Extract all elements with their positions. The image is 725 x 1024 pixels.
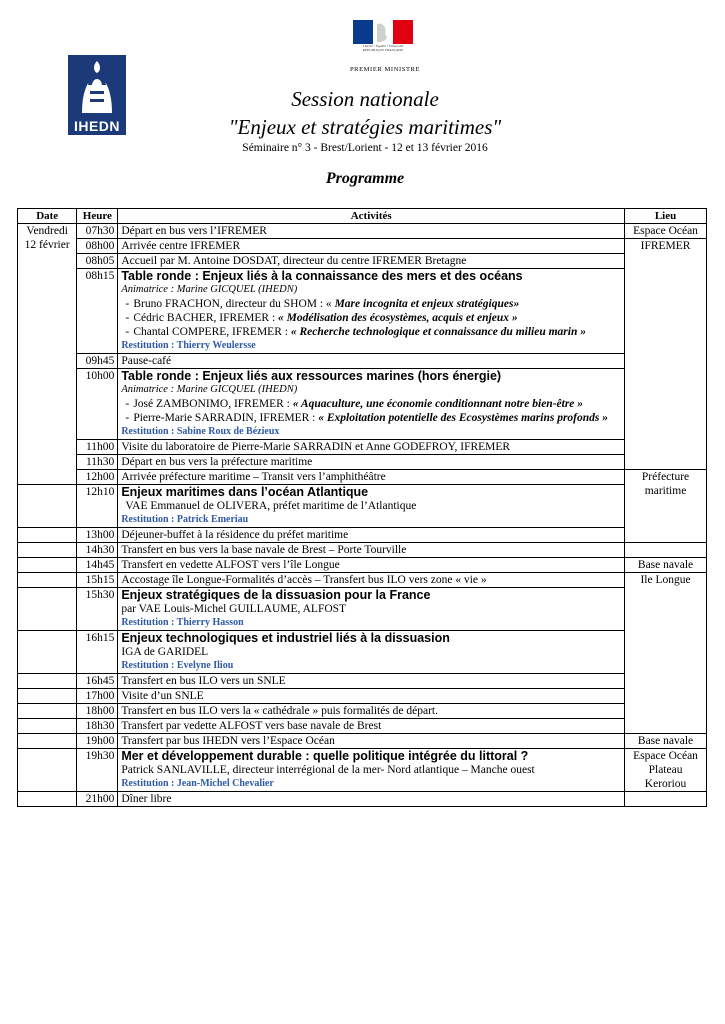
time-cell: 10h00 bbox=[77, 369, 118, 440]
activity-cell: Dîner libre bbox=[118, 792, 625, 807]
talk-title: « Recherche technologique et connaissance du milieu marin » bbox=[290, 326, 586, 338]
table-row bbox=[18, 369, 707, 440]
restitution: Restitution : Thierry Weulersse bbox=[121, 340, 256, 351]
date-cell-empty bbox=[18, 749, 77, 792]
place-cell-empty bbox=[625, 792, 707, 807]
table-row bbox=[18, 254, 707, 269]
activity-cell: Transfert par vedette ALFOST vers base navale de Brest bbox=[118, 719, 625, 734]
speaker-item bbox=[121, 325, 621, 339]
time-cell: 12h10 bbox=[77, 485, 118, 528]
marianne-caption bbox=[352, 44, 414, 52]
talk-title: « Exploitation potentielle des Ecosystèmes marins profonds » bbox=[318, 412, 609, 424]
talk-title: Mare incognita et enjeux stratégiques» bbox=[334, 298, 520, 310]
time-cell: 12h00 bbox=[77, 470, 118, 485]
speaker-name: Bruno FRACHON, directeur du SHOM : « bbox=[133, 298, 335, 310]
time-cell: 14h45 bbox=[77, 558, 118, 573]
date-cell-empty bbox=[18, 719, 77, 734]
programme-heading: Programme bbox=[325, 170, 405, 187]
time-cell: 16h15 bbox=[77, 631, 118, 674]
table-row bbox=[18, 558, 707, 573]
animatrice: Animatrice : Marine GICQUEL (IHEDN) bbox=[121, 384, 298, 395]
time-cell: 15h15 bbox=[77, 573, 118, 588]
speaker-item bbox=[121, 397, 621, 411]
activity-cell: Accueil par M. Antoine DOSDAT, directeur du centre IFREMER Bretagne bbox=[118, 254, 625, 269]
activity-cell: Pause-café bbox=[118, 354, 625, 369]
activity-cell: Transfert en bus vers la base navale de Brest – Porte Tourville bbox=[118, 543, 625, 558]
table-row bbox=[18, 734, 707, 749]
date-cell-empty bbox=[18, 528, 77, 543]
date-cell-empty bbox=[18, 674, 77, 689]
table-row bbox=[18, 440, 707, 455]
session-title: Table ronde : Enjeux liés aux ressources marines (hors énergie) bbox=[121, 369, 502, 383]
date-cell-empty bbox=[18, 689, 77, 704]
date-cell-empty bbox=[18, 588, 77, 631]
table-row bbox=[18, 719, 707, 734]
date-cell-empty bbox=[18, 734, 77, 749]
helmet-emblem-icon bbox=[68, 55, 126, 117]
activity-cell: Transfert par bus IHEDN vers l’Espace Océan bbox=[118, 734, 625, 749]
session-title: Enjeux technologiques et industriel liés à la dissuasion bbox=[121, 631, 450, 645]
date-cell-empty bbox=[18, 558, 77, 573]
bullet-dash-icon: - bbox=[125, 298, 130, 310]
table-row bbox=[18, 269, 707, 354]
table-row bbox=[18, 485, 707, 528]
table-row bbox=[18, 354, 707, 369]
time-cell: 09h45 bbox=[77, 354, 118, 369]
table-row bbox=[18, 704, 707, 719]
time-cell: 19h00 bbox=[77, 734, 118, 749]
place-cell bbox=[625, 470, 707, 543]
speaker-name: José ZAMBONIMO, IFREMER : bbox=[133, 398, 293, 410]
date-cell-empty bbox=[18, 704, 77, 719]
speaker-item bbox=[121, 411, 621, 425]
date-day: Vendredi bbox=[26, 225, 68, 237]
date-cell-empty bbox=[18, 573, 77, 588]
header-date: Date bbox=[18, 209, 77, 224]
table-row bbox=[18, 470, 707, 485]
time-cell: 16h45 bbox=[77, 674, 118, 689]
table-row bbox=[18, 689, 707, 704]
place-espace-ocean: Espace Océan bbox=[633, 750, 698, 762]
date-cell-empty bbox=[18, 543, 77, 558]
activity-cell: Déjeuner-buffet à la résidence du préfet maritime bbox=[118, 528, 625, 543]
talk-title: « Modélisation des écosystèmes, acquis et enjeux » bbox=[278, 312, 518, 324]
time-cell: 14h30 bbox=[77, 543, 118, 558]
table-row bbox=[18, 792, 707, 807]
ihedn-logo-text: IHEDN bbox=[68, 117, 126, 135]
header-activities: Activités bbox=[118, 209, 625, 224]
activity-cell bbox=[118, 269, 625, 354]
time-cell: 13h00 bbox=[77, 528, 118, 543]
activity-cell bbox=[118, 369, 625, 440]
session-title: Enjeux maritimes dans l’océan Atlantique bbox=[121, 485, 369, 499]
activity-cell: Départ en bus vers l’IFREMER bbox=[118, 224, 625, 239]
activity-cell: Transfert en bus ILO vers un SNLE bbox=[118, 674, 625, 689]
activity-cell: Transfert en vedette ALFOST vers l’île Longue bbox=[118, 558, 625, 573]
activity-cell: Départ en bus vers la préfecture maritime bbox=[118, 455, 625, 470]
speaker-item bbox=[121, 297, 621, 311]
activity-cell bbox=[118, 749, 625, 792]
speaker-name: Chantal COMPERE, IFREMER : bbox=[133, 326, 291, 338]
place-cell: Ile Longue bbox=[625, 573, 707, 734]
table-row bbox=[18, 674, 707, 689]
date-cell-empty bbox=[18, 792, 77, 807]
session-title: Table ronde : Enjeux liés à la connaissance des mers et des océans bbox=[121, 269, 523, 283]
place-cell: Base navale bbox=[625, 734, 707, 749]
place-plateau: Plateau bbox=[648, 764, 683, 776]
time-cell: 08h15 bbox=[77, 269, 118, 354]
time-cell: 08h00 bbox=[77, 239, 118, 254]
table-header-row bbox=[18, 209, 707, 224]
speaker-line: Patrick SANLAVILLE, directeur interrégional de la mer- Nord atlantique – Manche ouest bbox=[121, 764, 535, 776]
ihedn-logo bbox=[68, 55, 126, 135]
table-row bbox=[18, 543, 707, 558]
place-cell: IFREMER bbox=[625, 239, 707, 470]
date-cell-empty bbox=[18, 631, 77, 674]
restitution: Restitution : Thierry Hasson bbox=[121, 617, 244, 628]
activity-cell: Visite d’un SNLE bbox=[118, 689, 625, 704]
time-cell: 18h00 bbox=[77, 704, 118, 719]
date-cell bbox=[18, 224, 77, 485]
restitution: Restitution : Patrick Emeriau bbox=[121, 514, 249, 525]
activity-cell: Arrivée centre IFREMER bbox=[118, 239, 625, 254]
table-row bbox=[18, 749, 707, 792]
time-cell: 18h30 bbox=[77, 719, 118, 734]
table-row bbox=[18, 631, 707, 674]
talk-title: « Aquaculture, une économie conditionnant notre bien-être » bbox=[292, 398, 584, 410]
activity-cell: Arrivée préfecture maritime – Transit vers l’amphithéâtre bbox=[118, 470, 625, 485]
marianne-motto: Liberté • Égalité • Fraternité bbox=[362, 44, 404, 48]
title-line-2: "Enjeux et stratégies maritimes" bbox=[228, 115, 502, 139]
marianne-flag-icon bbox=[353, 20, 413, 60]
table-row bbox=[18, 588, 707, 631]
date-cell-empty bbox=[18, 485, 77, 528]
activity-cell bbox=[118, 631, 625, 674]
activity-cell: Visite du laboratoire de Pierre-Marie SARRADIN et Anne GODEFROY, IFREMER bbox=[118, 440, 625, 455]
activity-cell bbox=[118, 485, 625, 528]
time-cell: 21h00 bbox=[77, 792, 118, 807]
programme-table bbox=[17, 208, 707, 807]
time-cell: 11h00 bbox=[77, 440, 118, 455]
time-cell: 17h00 bbox=[77, 689, 118, 704]
table-row bbox=[18, 239, 707, 254]
activity-cell: Accostage île Longue-Formalités d’accès – Transfert bus ILO vers zone « vie » bbox=[118, 573, 625, 588]
marianne-country: RÉPUBLIQUE FRANÇAISE bbox=[362, 48, 404, 52]
bullet-dash-icon: - bbox=[125, 326, 130, 338]
speaker-name: Cédric BACHER, IFREMER : bbox=[133, 312, 279, 324]
bullet-dash-icon: - bbox=[125, 398, 130, 410]
table-row bbox=[18, 224, 707, 239]
place-cell: Base navale bbox=[625, 558, 707, 573]
speaker-item bbox=[121, 311, 621, 325]
activity-cell: Transfert en bus ILO vers la « cathédrale » puis formalités de départ. bbox=[118, 704, 625, 719]
subtitle: Séminaire n° 3 - Brest/Lorient - 12 et 13 février 2016 bbox=[242, 142, 488, 154]
restitution: Restitution : Evelyne Iliou bbox=[121, 660, 234, 671]
header-time: Heure bbox=[77, 209, 118, 224]
date-date: 12 février bbox=[24, 239, 70, 251]
premier-ministre: PREMIER MINISTRE bbox=[349, 66, 421, 73]
time-cell: 11h30 bbox=[77, 455, 118, 470]
time-cell: 15h30 bbox=[77, 588, 118, 631]
bullet-dash-icon: - bbox=[125, 412, 130, 424]
time-cell: 19h30 bbox=[77, 749, 118, 792]
time-cell: 08h05 bbox=[77, 254, 118, 269]
table-row bbox=[18, 455, 707, 470]
title-line-1: Session nationale bbox=[291, 87, 439, 111]
table-row bbox=[18, 528, 707, 543]
restitution: Restitution : Jean-Michel Chevalier bbox=[121, 778, 274, 789]
place-cell: Espace Océan bbox=[625, 224, 707, 239]
session-title: Mer et développement durable : quelle politique intégrée du littoral ? bbox=[121, 749, 529, 763]
session-title: Enjeux stratégiques de la dissuasion pour la France bbox=[121, 588, 431, 602]
place-keroriou: Keroriou bbox=[644, 778, 687, 790]
bullet-dash-icon: - bbox=[125, 312, 130, 324]
place-prefecture-1: Préfecture bbox=[641, 471, 690, 483]
place-prefecture-2: maritime bbox=[644, 485, 687, 497]
restitution: Restitution : Sabine Roux de Bézieux bbox=[121, 426, 280, 437]
speaker-line: IGA de GARIDEL bbox=[121, 646, 209, 658]
place-cell bbox=[625, 749, 707, 792]
speaker-name: Pierre-Marie SARRADIN, IFREMER : bbox=[133, 412, 319, 424]
speaker-line: par VAE Louis-Michel GUILLAUME, ALFOST bbox=[121, 603, 347, 615]
table-row bbox=[18, 573, 707, 588]
time-cell: 07h30 bbox=[77, 224, 118, 239]
header-place: Lieu bbox=[625, 209, 707, 224]
speaker-line: VAE Emmanuel de OLIVERA, préfet maritime de l’Atlantique bbox=[125, 500, 417, 512]
animatrice: Animatrice : Marine GICQUEL (IHEDN) bbox=[121, 284, 298, 295]
activity-cell bbox=[118, 588, 625, 631]
place-cell-empty bbox=[625, 543, 707, 558]
